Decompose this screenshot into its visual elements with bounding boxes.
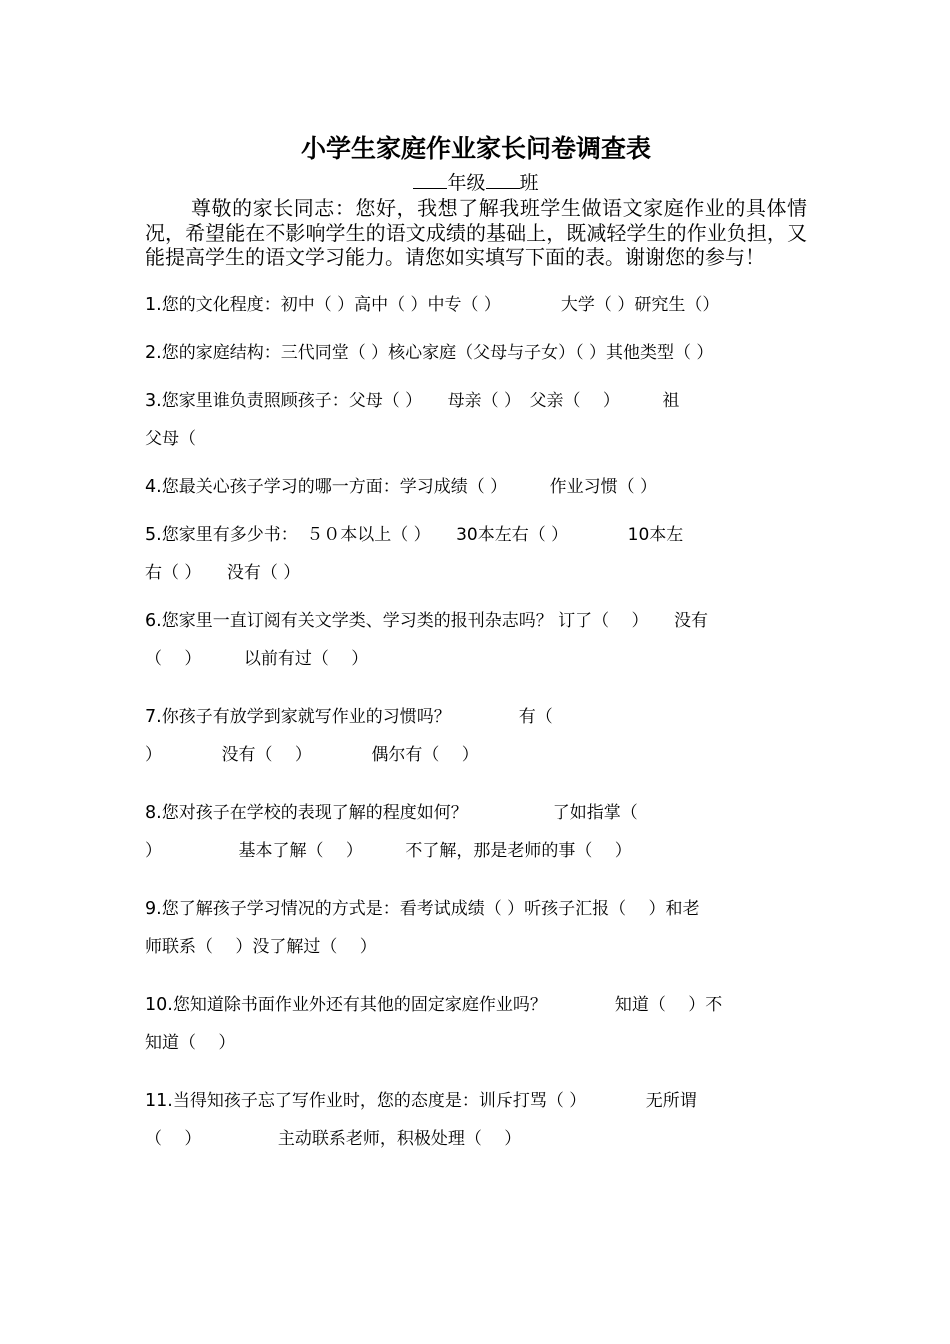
question-text bbox=[145, 698, 807, 736]
question-body: 您对孩子在学校的表现了解的程度如何？ 了如指掌（ bbox=[161, 802, 638, 823]
question-continuation: ） 基本了解（ ） 不了解，那是老师的事（ ） bbox=[145, 840, 632, 861]
class-blank bbox=[486, 170, 520, 189]
question-number: 5. bbox=[145, 524, 162, 545]
question-list bbox=[145, 286, 807, 1158]
grade-label: 年级 bbox=[447, 172, 486, 194]
question-number: 8. bbox=[145, 802, 162, 823]
question-text bbox=[145, 602, 807, 640]
question-number: 10. bbox=[145, 994, 173, 1015]
question-number: 2. bbox=[145, 342, 162, 363]
question-item bbox=[145, 286, 807, 324]
question-item bbox=[145, 986, 807, 1062]
intro-paragraph: 尊敬的家长同志：您好，我想了解我班学生做语文家庭作业的具体情况，希望能在不影响学生的语文成绩的基础上，既减轻学生的作业负担，又能提高学生的语文学习能力。请您如实填写下面的表。谢谢您的参与！ bbox=[145, 196, 807, 269]
question-body: 你孩子有放学到家就写作业的习惯吗？ 有（ bbox=[161, 706, 553, 727]
question-item bbox=[145, 890, 807, 966]
question-text bbox=[145, 382, 807, 420]
question-body: 您家里有多少书： ５０本以上（ ） 30本左右（ ） 10本左 bbox=[161, 524, 684, 545]
class-label: 班 bbox=[519, 172, 539, 194]
question-body: 您的文化程度：初中（ ）高中（ ）中专（ ） bbox=[161, 294, 501, 315]
question-continuation: （ ） 主动联系老师，积极处理（ ） bbox=[145, 1128, 522, 1149]
question-tail: 大学（ ）研究生（） bbox=[560, 294, 720, 315]
question-continuation: ） 没有（ ） 偶尔有（ ） bbox=[145, 744, 479, 765]
page-title: 小学生家庭作业家长问卷调查表 bbox=[300, 134, 651, 163]
question-item bbox=[145, 516, 807, 592]
question-item bbox=[145, 602, 807, 678]
question-body: 当得知孩子忘了写作业时，您的态度是：训斥打骂（ ） 无所谓 bbox=[172, 1090, 697, 1111]
questionnaire-page bbox=[145, 128, 807, 1178]
question-body: 您了解孩子学习情况的方式是：看考试成绩（ ）听孩子汇报（ ）和老 bbox=[161, 898, 700, 919]
question-body: 您的家庭结构：三代同堂（ ）核心家庭（父母与子女）（ ）其他类型（ ） bbox=[161, 342, 714, 363]
question-text bbox=[145, 794, 807, 832]
question-body: 您家里谁负责照顾孩子：父母（ ） 母亲（ ） 父亲（ ） 祖 bbox=[161, 390, 680, 411]
question-item bbox=[145, 794, 807, 870]
question-body: 您家里一直订阅有关文学类、学习类的报刊杂志吗？ 订了（ ） 没有 bbox=[161, 610, 709, 631]
question-continuation: 右（ ） 没有（ ） bbox=[145, 562, 301, 583]
question-number: 4. bbox=[145, 476, 162, 497]
grade-class-line bbox=[145, 170, 807, 196]
question-item bbox=[145, 1082, 807, 1158]
question-item bbox=[145, 382, 807, 458]
question-text bbox=[145, 1082, 807, 1120]
question-item bbox=[145, 698, 807, 774]
question-text bbox=[145, 468, 807, 506]
question-item bbox=[145, 334, 807, 372]
question-number: 11. bbox=[145, 1090, 173, 1111]
question-continuation: （ ） 以前有过（ ） bbox=[145, 648, 369, 669]
question-text bbox=[145, 986, 807, 1024]
question-continuation: 师联系（ ）没了解过（ ） bbox=[145, 936, 377, 957]
question-text bbox=[145, 286, 807, 324]
question-number: 1. bbox=[145, 294, 162, 315]
question-continuation: 知道（ ） bbox=[145, 1032, 236, 1053]
grade-blank bbox=[413, 170, 447, 189]
question-number: 9. bbox=[145, 898, 162, 919]
question-body: 您知道除书面作业外还有其他的固定家庭作业吗？ 知道（ ）不 bbox=[172, 994, 723, 1015]
question-text bbox=[145, 334, 807, 372]
question-number: 6. bbox=[145, 610, 162, 631]
question-item bbox=[145, 468, 807, 506]
question-text bbox=[145, 516, 807, 554]
question-text bbox=[145, 890, 807, 928]
question-number: 7. bbox=[145, 706, 162, 727]
question-continuation: 父母（ bbox=[145, 428, 196, 449]
question-body: 您最关心孩子学习的哪一方面：学习成绩（ ） 作业习惯（ ） bbox=[161, 476, 658, 497]
question-number: 3. bbox=[145, 390, 162, 411]
